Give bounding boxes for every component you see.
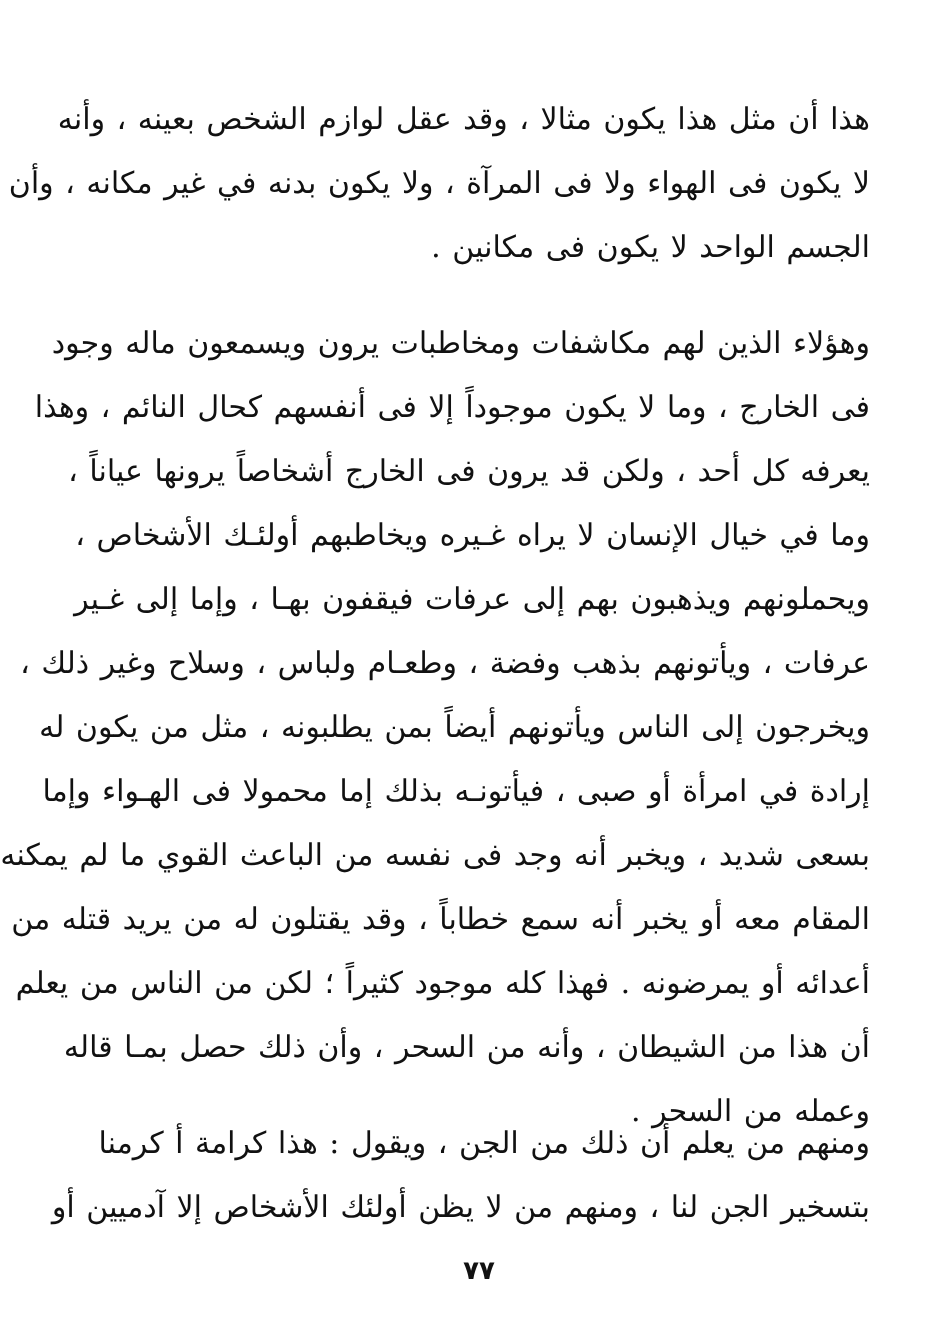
text-line: فى الخارج ، وما لا يكون موجوداً إلا فى أنفسهم كحال النائم ، وهذا	[34, 390, 870, 425]
text-line: أعدائه أو يمرضونه . فهذا كله موجود كثيراً ؛ لكن من الناس من يعلم	[15, 966, 870, 1001]
page-number: ٧٧	[463, 1256, 495, 1286]
text-line: ومنهم من يعلم أن ذلك من الجن ، ويقول : هذا كرامة أ كرمنا	[98, 1126, 870, 1161]
text-line: أن هذا من الشيطان ، وأنه من السحر ، وأن ذلك حصل بمـا قاله	[63, 1030, 870, 1065]
paragraph-1	[8, 88, 870, 280]
text-line: وهؤلاء الذين لهم مكاشفات ومخاطبات يرون ويسمعون ماله وجود	[51, 326, 870, 361]
text-line: الجسم الواحد لا يكون فى مكانين .	[431, 230, 870, 265]
text-line: لا يكون فى الهواء ولا فى المرآة ، ولا يكون بدنه في غير مكانه ، وأن	[8, 166, 870, 201]
text-line: بتسخير الجن لنا ، ومنهم من لا يظن أولئك الأشخاص إلا آدميين أو	[51, 1190, 870, 1225]
text-line: هذا أن مثل هذا يكون مثالا ، وقد عقل لوازم الشخص بعينه ، وأنه	[57, 102, 870, 137]
text-line: وما في خيال الإنسان لا يراه غـيره ويخاطبهم أولئـك الأشخاص ،	[75, 518, 870, 553]
paragraph-3	[51, 1112, 870, 1240]
text-line: يعرفه كل أحد ، ولكن قد يرون فى الخارج أشخاصاً يرونها عياناً ،	[68, 454, 870, 489]
text-line: عرفات ، ويأتونهم بذهب وفضة ، وطعـام ولباس ، وسلاح وغير ذلك ،	[20, 646, 870, 681]
text-line: بسعى شديد ، ويخبر أنه وجد فى نفسه من الباعث القوي ما لم يمكنه	[0, 838, 870, 873]
text-line: المقام معه أو يخبر أنه سمع خطاباً ، وقد يقتلون له من يريد قتله من	[11, 902, 870, 937]
text-line: إرادة في امرأة أو صبى ، فيأتونـه بذلك إما محمولا فى الهـواء وإما	[42, 774, 870, 809]
text-line: وعمله من السحر .	[631, 1094, 870, 1129]
text-line: ويخرجون إلى الناس ويأتونهم أيضاً بمن يطلبونه ، مثل من يكون له	[39, 710, 870, 745]
text-line: ويحملونهم ويذهبون بهم إلى عرفات فيقفون بهـا ، وإما إلى غـير	[74, 582, 870, 617]
